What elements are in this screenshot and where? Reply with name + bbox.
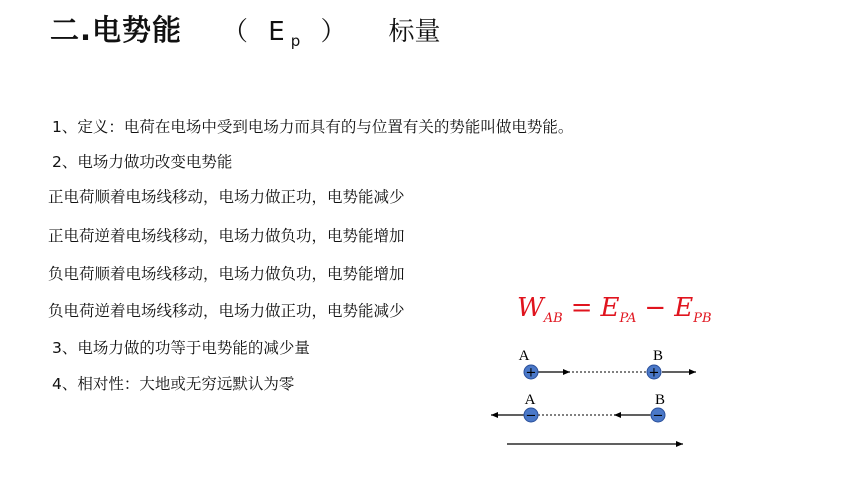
- relativity-line: 4、相对性：大地或无穷远默认为零: [52, 375, 295, 393]
- case-positive-against: 正电荷逆着电场线移动，电场力做负功，电势能增加: [48, 227, 405, 245]
- title-symbol-close: ）: [306, 17, 353, 47]
- formula-equals: =: [570, 293, 593, 323]
- title-symbol-open: （ E: [222, 17, 291, 47]
- title-main: 二.电势能: [50, 13, 183, 47]
- page-title: [50, 8, 441, 52]
- positive-charge-a: [524, 365, 538, 381]
- formula-e1-sub: PA: [619, 311, 637, 326]
- plus-sign-b: +: [648, 365, 660, 381]
- work-change-heading: 2、电场力做功改变电势能: [52, 153, 233, 171]
- title-symbol-sub: p: [290, 32, 307, 51]
- formula-e1: E: [600, 293, 620, 323]
- case-positive-along: 正电荷顺着电场线移动，电场力做正功，电势能减少: [48, 188, 405, 206]
- label-a-bottom: A: [524, 392, 536, 408]
- formula-e2: E: [674, 293, 694, 323]
- plus-sign-a: +: [525, 365, 537, 381]
- work-equals-decrease-line: 3、电场力做的功等于电势能的减少量: [52, 339, 310, 357]
- label-b-top: B: [652, 348, 664, 364]
- charge-motion-diagram: [480, 340, 720, 452]
- formula-minus: −: [644, 293, 667, 323]
- formula-w-sub: AB: [543, 311, 563, 326]
- case-negative-along: 负电荷顺着电场线移动，电场力做负功，电势能增加: [48, 265, 405, 283]
- case-negative-against: 负电荷逆着电场线移动，电场力做正功，电势能减少: [48, 302, 405, 320]
- formula-w: W: [517, 293, 544, 323]
- title-kind: 标量: [388, 17, 441, 47]
- label-b-bottom: B: [654, 392, 666, 408]
- negative-charge-a: [524, 408, 538, 424]
- formula-e2-sub: PB: [693, 311, 712, 326]
- minus-sign-a: −: [525, 408, 537, 424]
- definition-line: 1、定义：电荷在电场中受到电场力而具有的与位置有关的势能叫做电势能。: [52, 118, 574, 136]
- minus-sign-b: −: [652, 408, 664, 424]
- work-formula: [517, 291, 712, 336]
- title-symbol: [222, 11, 353, 50]
- negative-charge-b: [651, 408, 665, 424]
- label-a-top: A: [518, 348, 530, 364]
- positive-charge-b: [647, 365, 661, 381]
